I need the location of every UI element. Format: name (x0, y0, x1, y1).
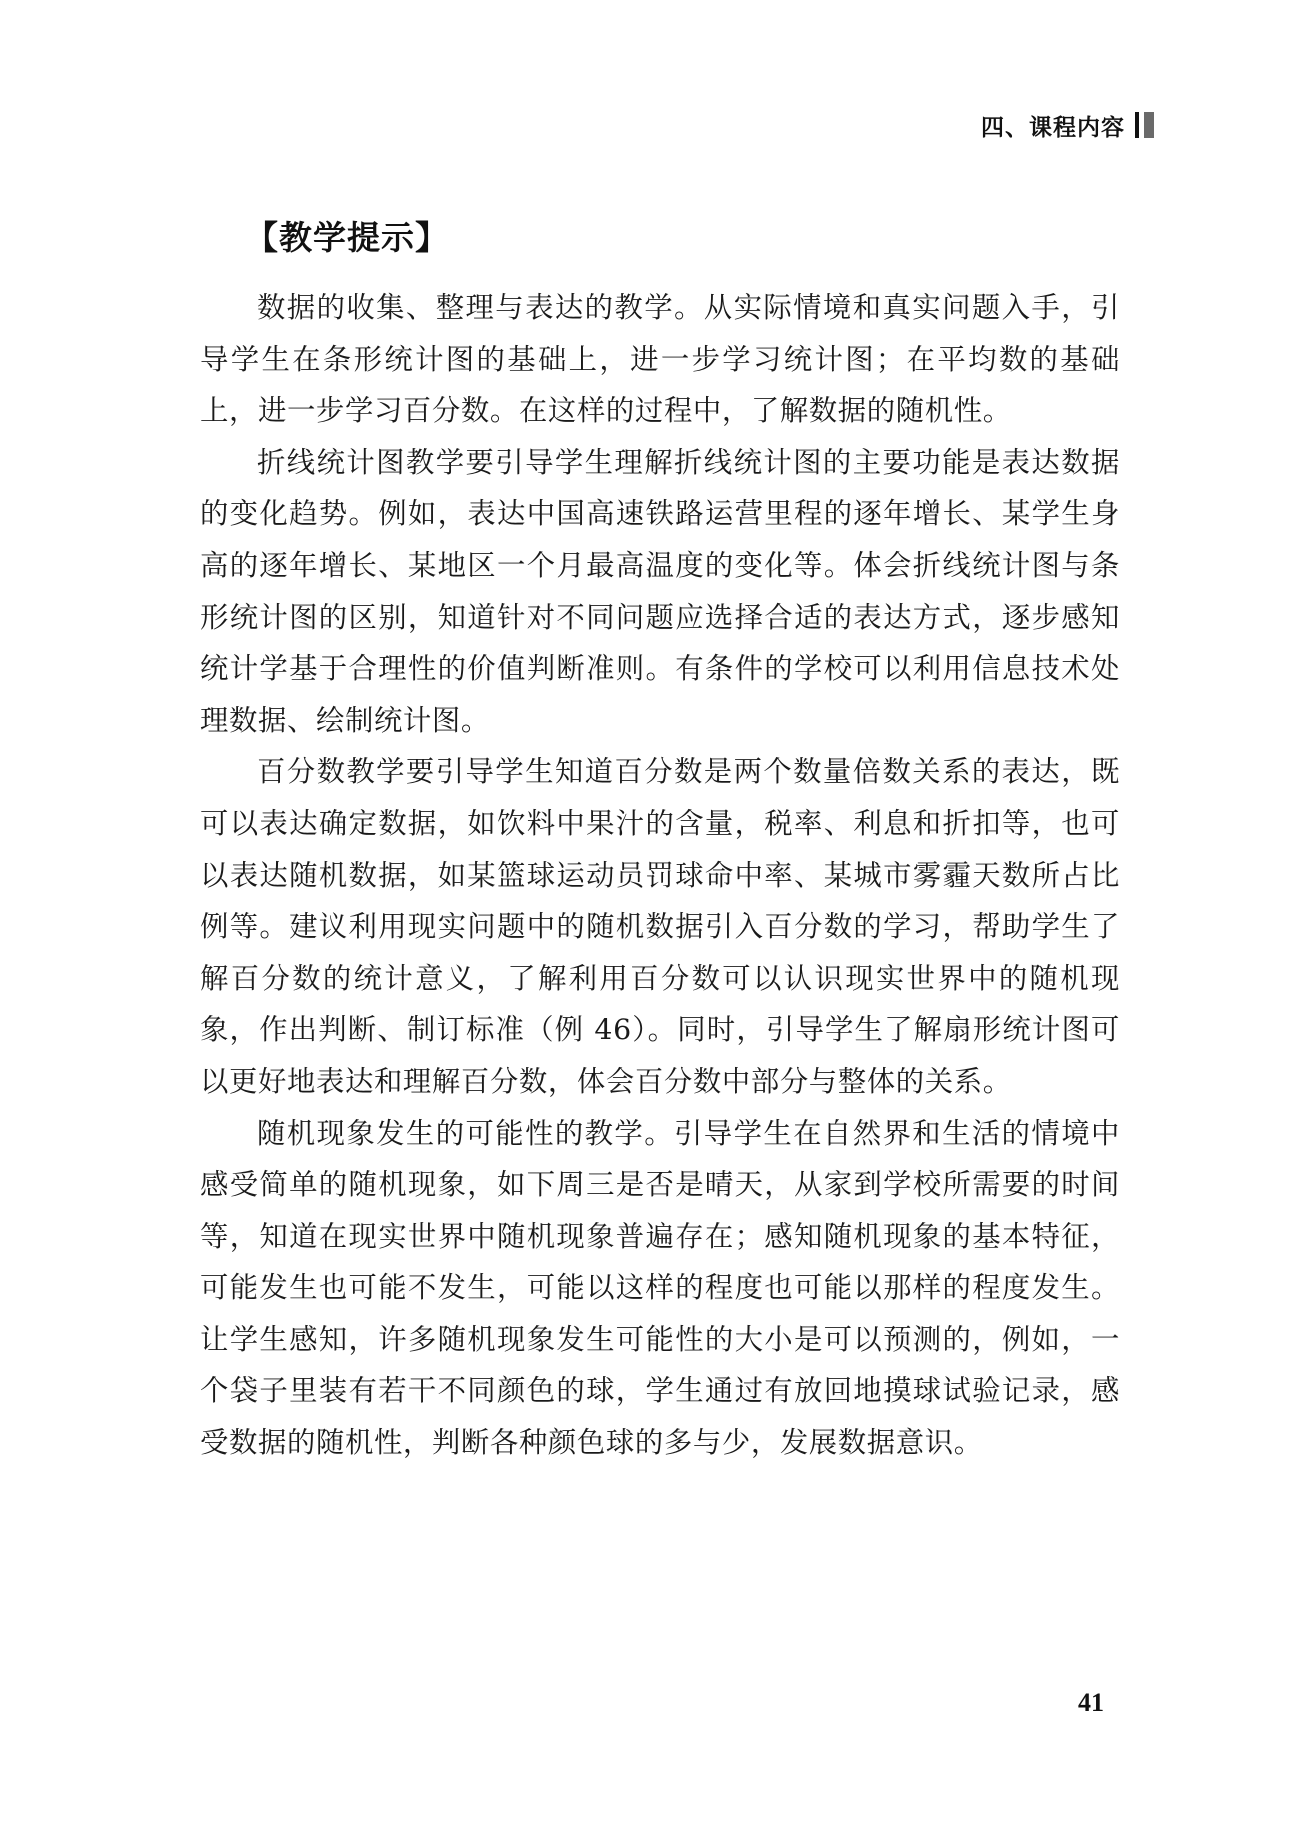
running-header-title: 四、课程内容 (981, 114, 1125, 141)
header-bar-ornament (1135, 111, 1154, 139)
body-text (200, 282, 1120, 1469)
header-bar-thin (1135, 112, 1139, 138)
paragraph-line-chart: 折线统计图教学要引导学生理解折线统计图的主要功能是表达数据的变化趋势。例如，表达中国高速铁路运营里程的逐年增长、某学生身高的逐年增长、某地区一个月最高温度的变化等。体会折线统计图与条形统计图的区别，知道针对不同问题应选择合适的表达方式，逐步感知统计学基于合理性的价值判断准则。有条件的学校可以利用信息技术处理数据、绘制统计图。 (200, 445, 1120, 737)
running-header (981, 110, 1154, 140)
paragraph-percentage: 百分数教学要引导学生知道百分数是两个数量倍数关系的表达，既可以表达确定数据，如饮料中果汁的含量，税率、利息和折扣等，也可以表达随机数据，如某篮球运动员罚球命中率、某城市雾霾天数所占比例等。建议利用现实问题中的随机数据引入百分数的学习，帮助学生了解百分数的统计意义，了解利用百分数可以认识现实世界中的随机现象，作出判断、制订标准（例 46）。同时，引导学生了解扇形统计图可以更好地表达和理解百分数，体会百分数中部分与整体的关系。 (200, 755, 1120, 1098)
page-number: 41 (1078, 1688, 1104, 1717)
paragraph-data-collection: 数据的收集、整理与表达的教学。从实际情境和真实问题入手，引导学生在条形统计图的基础上，进一步学习统计图；在平均数的基础上，进一步学习百分数。在这样的过程中，了解数据的随机性。 (200, 291, 1120, 428)
header-bar-thick (1144, 112, 1154, 138)
paragraph-random-phenomena: 随机现象发生的可能性的教学。引导学生在自然界和生活的情境中感受简单的随机现象，如下周三是否是晴天，从家到学校所需要的时间等，知道在现实世界中随机现象普遍存在；感知随机现象的基本特征，可能发生也可能不发生，可能以这样的程度也可能以那样的程度发生。让学生感知，许多随机现象发生可能性的大小是可以预测的，例如，一个袋子里装有若干不同颜色的球，学生通过有放回地摸球试验记录，感受数据的随机性，判断各种颜色球的多与少，发展数据意识。 (200, 1116, 1120, 1460)
section-heading: 【教学提示】 (245, 218, 449, 257)
